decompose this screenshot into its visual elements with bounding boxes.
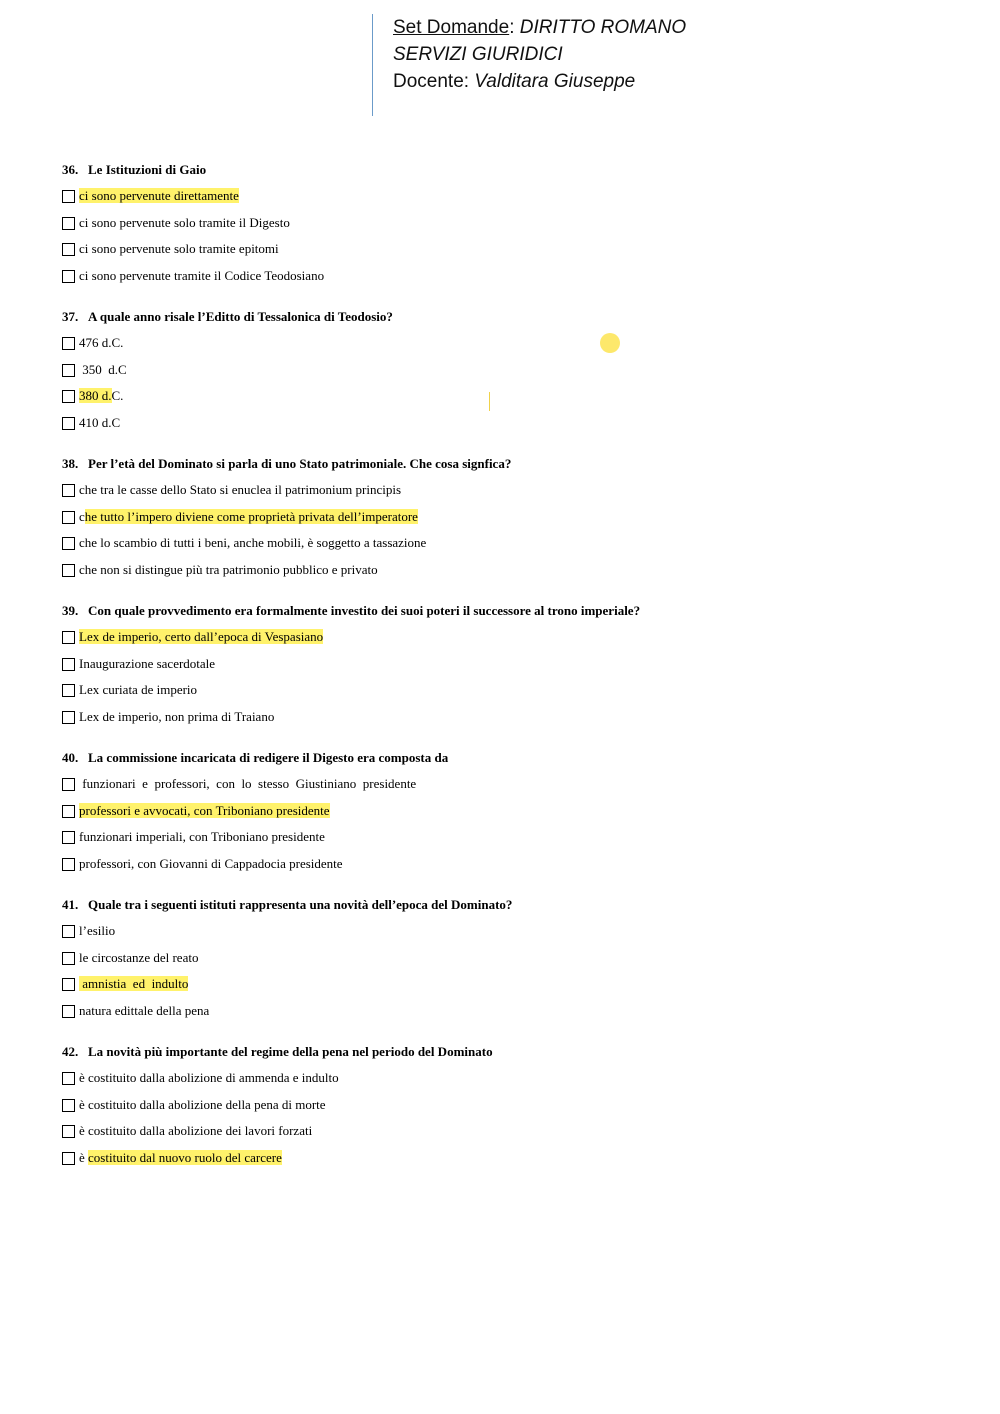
answer-text-highlighted: professori e avvocati, con Triboniano presidente: [79, 803, 330, 818]
answer-checkbox[interactable]: [62, 778, 75, 791]
answer-text-highlighted: 380 d.: [79, 388, 112, 403]
teacher-label: Docente:: [393, 71, 475, 92]
answer-option[interactable]: [62, 1069, 339, 1087]
answer-text-plain: che non si distingue più tra patrimonio pubblico e privato: [79, 562, 378, 577]
answer-text-plain: ci sono pervenute solo tramite epitomi: [79, 241, 279, 256]
answer-checkbox[interactable]: [62, 684, 75, 697]
question-number: 36.: [62, 162, 79, 177]
answer-option[interactable]: [62, 534, 426, 552]
answer-text: [79, 855, 343, 873]
answer-option[interactable]: [62, 334, 123, 352]
question-number: 39.: [62, 603, 79, 618]
answer-option[interactable]: [62, 802, 330, 820]
answer-checkbox[interactable]: [62, 858, 75, 871]
question-number: 38.: [62, 456, 79, 471]
answer-option[interactable]: [62, 922, 115, 940]
answer-text: [79, 681, 197, 699]
answer-option[interactable]: [62, 1096, 326, 1114]
answer-text-highlighted: he tutto l’impero diviene come proprietà privata dell’imperatore: [84, 509, 418, 524]
answer-option[interactable]: [62, 1149, 282, 1167]
question-title: [62, 896, 962, 914]
question-title: [62, 455, 962, 473]
answer-option[interactable]: [62, 187, 239, 205]
answer-checkbox[interactable]: [62, 1125, 75, 1138]
answer-option[interactable]: [62, 387, 123, 405]
answer-option[interactable]: [62, 481, 401, 499]
answer-text: [79, 628, 323, 646]
answer-checkbox[interactable]: [62, 243, 75, 256]
answer-option[interactable]: [62, 708, 274, 726]
answer-text-plain: è costituito dalla abolizione della pena di morte: [79, 1097, 326, 1112]
answer-option[interactable]: [62, 655, 215, 673]
answer-checkbox[interactable]: [62, 511, 75, 524]
answer-checkbox[interactable]: [62, 952, 75, 965]
answer-text-plain: 476 d.C.: [79, 335, 124, 350]
answer-text: [79, 949, 198, 967]
answer-option[interactable]: [62, 214, 290, 232]
answer-option[interactable]: [62, 855, 343, 873]
highlight-mark: [600, 333, 620, 353]
set-separator: :: [509, 17, 520, 38]
answer-text: [79, 1149, 282, 1167]
answer-option[interactable]: [62, 681, 197, 699]
answer-option[interactable]: [62, 828, 325, 846]
answer-checkbox[interactable]: [62, 1152, 75, 1165]
question-block: [62, 896, 962, 1018]
answer-checkbox[interactable]: [62, 270, 75, 283]
answer-option[interactable]: [62, 975, 188, 993]
course-name: SERVIZI GIURIDICI: [393, 44, 563, 65]
answer-text: [79, 975, 188, 993]
answer-text-plain: l’esilio: [79, 923, 116, 938]
answer-checkbox[interactable]: [62, 1005, 75, 1018]
answer-text-plain: Lex curiata de imperio: [79, 682, 198, 697]
answer-checkbox[interactable]: [62, 831, 75, 844]
answer-text-tail: C.: [111, 388, 124, 403]
answer-checkbox[interactable]: [62, 217, 75, 230]
header-set-line: [393, 14, 686, 41]
answer-text-plain: ci sono pervenute solo tramite il Digesto: [79, 215, 290, 230]
answer-checkbox[interactable]: [62, 537, 75, 550]
answer-option[interactable]: [62, 240, 279, 258]
text-caret: [489, 392, 490, 411]
answer-option[interactable]: [62, 1122, 312, 1140]
answer-text: [79, 508, 418, 526]
answer-checkbox[interactable]: [62, 1072, 75, 1085]
question-text: La commissione incaricata di redigere il Digesto era composta da: [88, 750, 449, 765]
question-block: [62, 749, 962, 871]
answer-text: [79, 922, 115, 940]
answer-checkbox[interactable]: [62, 658, 75, 671]
question-block: [62, 308, 962, 430]
answer-text-plain: ci sono pervenute tramite il Codice Teodosiano: [79, 268, 325, 283]
answer-text-plain: è costituito dalla abolizione dei lavori forzati: [79, 1123, 313, 1138]
answer-option[interactable]: [62, 361, 127, 379]
question-title: [62, 1043, 962, 1061]
question-number: 42.: [62, 1044, 79, 1059]
document-header: [372, 14, 686, 116]
answer-text: [79, 267, 324, 285]
subject-name: DIRITTO ROMANO: [519, 17, 687, 38]
answer-checkbox[interactable]: [62, 190, 75, 203]
answer-text: [79, 187, 239, 205]
answer-text-plain: c: [79, 509, 85, 524]
question-text: Per l’età del Dominato si parla di uno Stato patrimoniale. Che cosa signfica?: [88, 456, 512, 471]
answer-text: [79, 775, 416, 793]
question-text: Con quale provvedimento era formalmente investito dei suoi poteri il successore al trono imperiale?: [88, 603, 641, 618]
answer-text-plain: Lex de imperio, non prima di Traiano: [79, 709, 275, 724]
header-teacher-line: [393, 68, 686, 95]
answer-text-plain: professori, con Giovanni di Cappadocia presidente: [79, 856, 343, 871]
answer-text-plain: funzionari e professori, con lo stesso Giustiniano presidente: [79, 776, 417, 791]
answer-checkbox[interactable]: [62, 484, 75, 497]
answer-text-plain: 350 d.C: [79, 362, 127, 377]
answer-text-highlighted: Lex de imperio, certo dall’epoca di Vespasiano: [79, 629, 324, 644]
question-block: [62, 1043, 962, 1165]
answer-option[interactable]: [62, 949, 198, 967]
answer-text-plain: natura edittale della pena: [79, 1003, 210, 1018]
answer-option[interactable]: [62, 414, 120, 432]
answer-text: [79, 828, 325, 846]
answer-text-plain: che tra le casse dello Stato si enuclea il patrimonium principis: [79, 482, 402, 497]
answer-text-plain: le circostanze del reato: [79, 950, 199, 965]
answer-checkbox[interactable]: [62, 364, 75, 377]
question-block: [62, 455, 962, 577]
answer-option[interactable]: [62, 508, 418, 526]
answer-text: [79, 1069, 339, 1087]
answer-option[interactable]: [62, 267, 324, 285]
question-block: [62, 161, 962, 283]
answer-text-plain: è costituito dalla abolizione di ammenda e indulto: [79, 1070, 339, 1085]
answer-text-highlighted: amnistia ed indulto: [79, 976, 189, 991]
answer-option[interactable]: [62, 775, 416, 793]
teacher-name: Valditara Giuseppe: [474, 71, 636, 92]
set-label: Set Domande: [393, 17, 510, 38]
answer-checkbox[interactable]: [62, 417, 75, 430]
answer-text-plain: è: [79, 1150, 89, 1165]
answer-text-highlighted: costituito dal nuovo ruolo del carcere: [88, 1150, 282, 1165]
answer-text: [79, 655, 215, 673]
question-title: [62, 602, 962, 620]
answer-text: [79, 481, 401, 499]
answer-text: [79, 708, 274, 726]
question-text: A quale anno risale l’Editto di Tessalonica di Teodosio?: [88, 309, 393, 324]
answer-checkbox[interactable]: [62, 564, 75, 577]
question-block: [62, 602, 962, 724]
answer-text: [79, 214, 290, 232]
answer-text: [79, 334, 123, 352]
answer-option[interactable]: [62, 1002, 209, 1020]
answer-checkbox[interactable]: [62, 805, 75, 818]
answer-text-plain: 410 d.C: [79, 415, 121, 430]
question-text: La novità più importante del regime della pena nel periodo del Dominato: [88, 1044, 493, 1059]
answer-checkbox[interactable]: [62, 978, 75, 991]
answer-text: [79, 240, 279, 258]
answer-checkbox[interactable]: [62, 631, 75, 644]
answer-checkbox[interactable]: [62, 711, 75, 724]
question-title: [62, 308, 962, 326]
answer-text-highlighted: ci sono pervenute direttamente: [79, 188, 239, 203]
answer-text: [79, 802, 330, 820]
answer-option[interactable]: [62, 561, 378, 579]
answer-text: [79, 561, 378, 579]
answer-text: [79, 361, 127, 379]
answer-text-plain: che lo scambio di tutti i beni, anche mobili, è soggetto a tassazione: [79, 535, 427, 550]
answer-checkbox[interactable]: [62, 925, 75, 938]
answer-text: [79, 1122, 312, 1140]
answer-checkbox[interactable]: [62, 337, 75, 350]
answer-checkbox[interactable]: [62, 1099, 75, 1112]
answer-text-plain: Inaugurazione sacerdotale: [79, 656, 216, 671]
question-text: Le Istituzioni di Gaio: [88, 162, 207, 177]
question-number: 41.: [62, 897, 79, 912]
answer-checkbox[interactable]: [62, 390, 75, 403]
question-number: 40.: [62, 750, 79, 765]
question-title: [62, 749, 962, 767]
answer-text: [79, 1096, 326, 1114]
question-text: Quale tra i seguenti istituti rappresenta una novità dell’epoca del Dominato?: [88, 897, 513, 912]
question-title: [62, 161, 962, 179]
answer-option[interactable]: [62, 628, 323, 646]
question-number: 37.: [62, 309, 79, 324]
answer-text-plain: funzionari imperiali, con Triboniano presidente: [79, 829, 325, 844]
answer-text: [79, 534, 426, 552]
answer-text: [79, 1002, 209, 1020]
answer-text: [79, 414, 120, 432]
answer-text: [79, 387, 123, 405]
